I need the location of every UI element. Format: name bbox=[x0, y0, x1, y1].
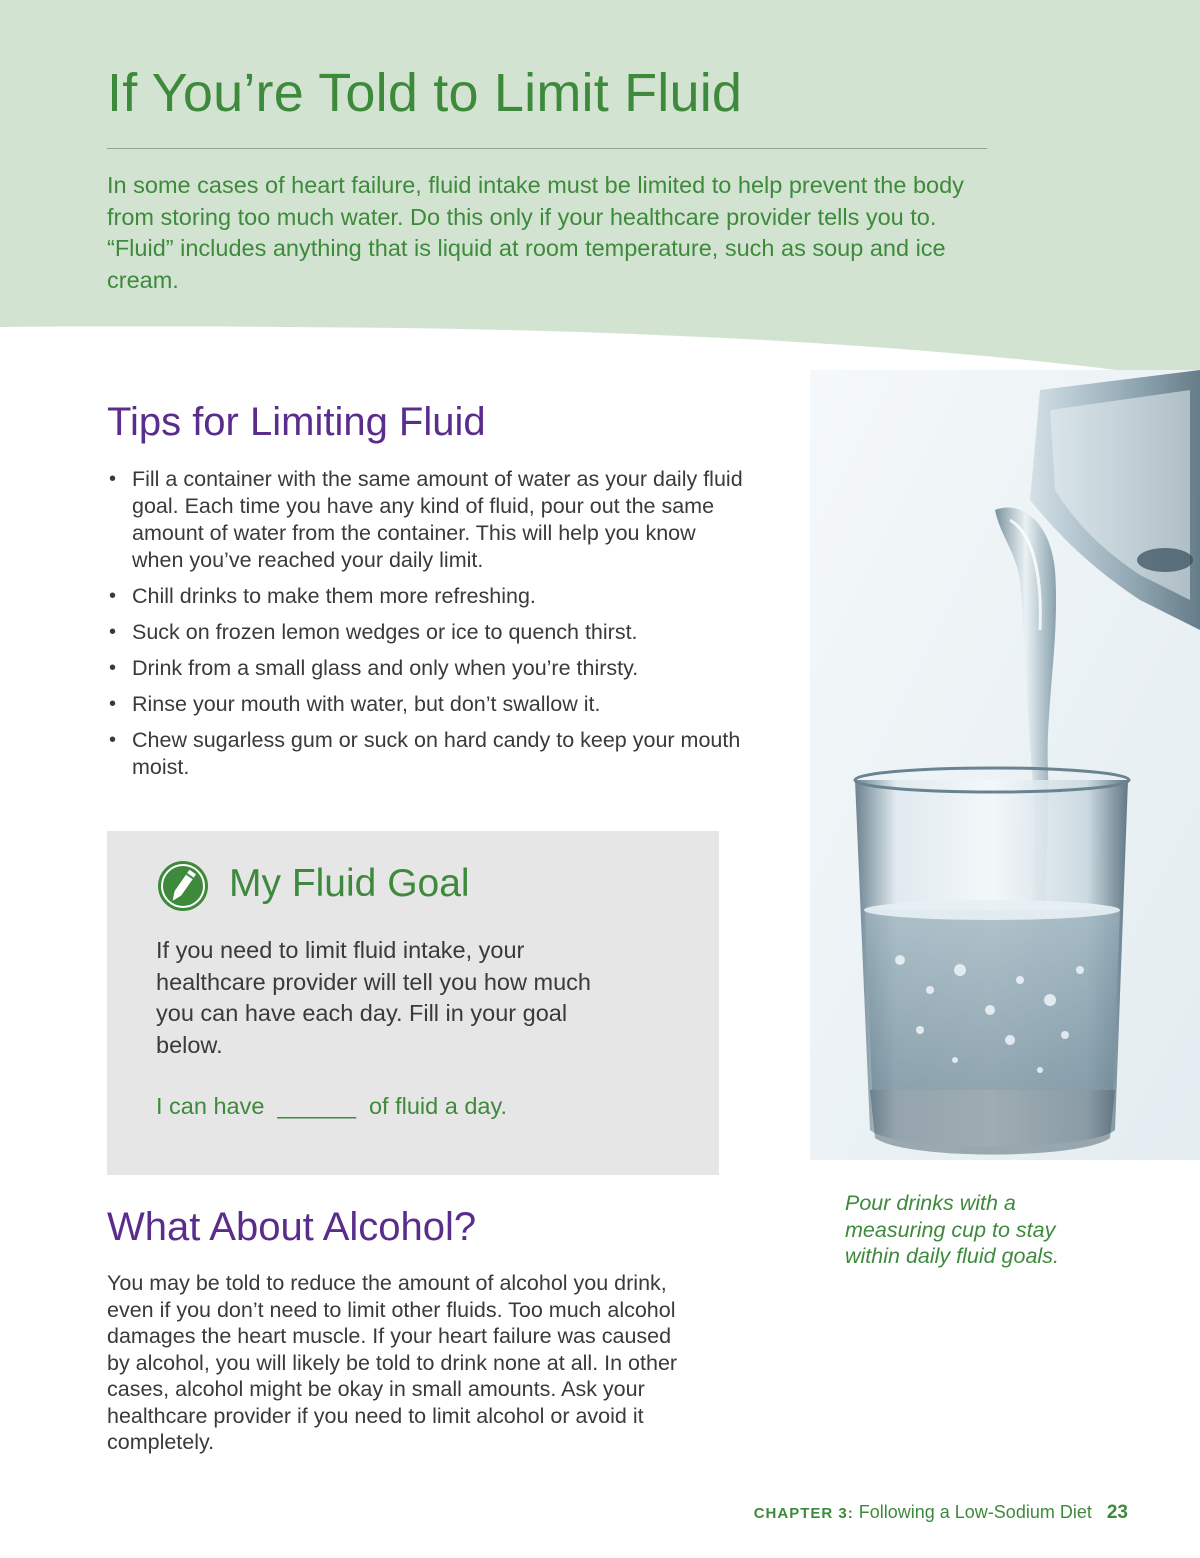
list-item: • Fill a container with the same amount of water as your daily fluid goal. Each time you have any kind of fluid, pour out the same amount of water from the container. This will help you know when you’ve reached your daily limit. bbox=[107, 466, 747, 574]
title-divider bbox=[107, 148, 987, 149]
fluid-goal-fill-in[interactable]: I can have ______ of fluid a day. bbox=[156, 1093, 508, 1119]
footer-chapter-title: Following a Low-Sodium Diet bbox=[858, 1502, 1092, 1522]
water-glass-photo bbox=[810, 370, 1200, 1160]
intro-paragraph: In some cases of heart failure, fluid intake must be limited to help prevent the body from storing too much water. Do this only if your healthcare provider tells you to. “Fluid” includes anything that is liquid at room temperature, such as soup and ice cream. bbox=[107, 172, 964, 293]
photo-caption: Pour drinks with a measuring cup to stay within daily fluid goals. bbox=[845, 1191, 1059, 1268]
list-item: • Suck on frozen lemon wedges or ice to quench thirst. bbox=[107, 619, 747, 646]
list-item: • Rinse your mouth with water, but don’t swallow it. bbox=[107, 691, 747, 718]
list-item: • Chill drinks to make them more refreshing. bbox=[107, 583, 747, 610]
page-title: If You’re Told to Limit Fluid bbox=[107, 63, 743, 123]
pencil-icon bbox=[157, 860, 209, 912]
page-number: 23 bbox=[1106, 1502, 1128, 1523]
alcohol-heading: What About Alcohol? bbox=[107, 1205, 477, 1249]
page-footer bbox=[754, 1502, 1128, 1524]
list-item: • Drink from a small glass and only when you’re thirsty. bbox=[107, 655, 747, 682]
alcohol-paragraph: You may be told to reduce the amount of alcohol you drink, even if you don’t need to limit other fluids. Too much alcohol damages the heart muscle. If your heart failure was caused by alcohol, you will likely be told to drink none at all. In other cases, alcohol might be okay in small amounts. Ask your healthcare provider if you need to limit alcohol or avoid it completely. bbox=[107, 1271, 678, 1454]
tips-heading: Tips for Limiting Fluid bbox=[107, 400, 486, 444]
fluid-goal-heading: My Fluid Goal bbox=[229, 862, 470, 905]
tips-list bbox=[107, 466, 747, 790]
footer-chapter-label: CHAPTER 3: bbox=[753, 1505, 854, 1522]
fluid-goal-text: If you need to limit fluid intake, your healthcare provider will tell you how much you can have each day. Fill in your goal below. bbox=[156, 937, 591, 1058]
fluid-goal-box bbox=[107, 831, 719, 1175]
list-item: • Chew sugarless gum or suck on hard candy to keep your mouth moist. bbox=[107, 727, 747, 781]
